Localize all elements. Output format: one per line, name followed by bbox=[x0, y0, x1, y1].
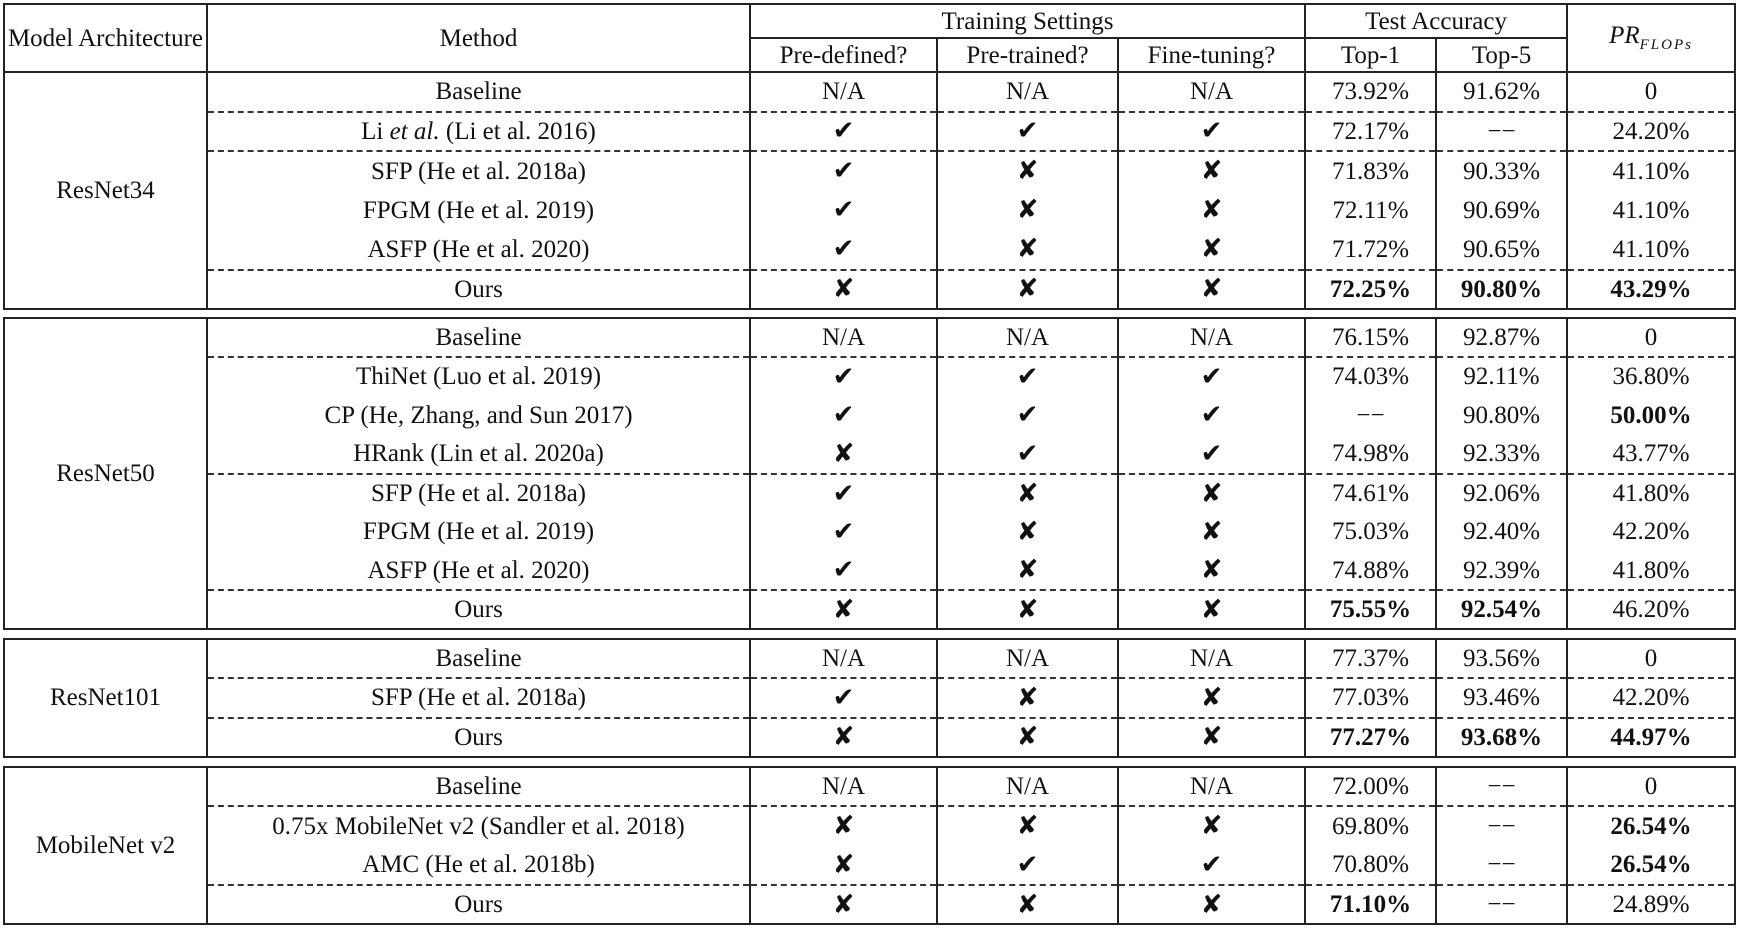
table-row bbox=[4, 846, 1735, 885]
top1-cell: 71.10% bbox=[1305, 885, 1436, 924]
pre-trained-cell bbox=[937, 718, 1118, 757]
cross-icon: ✘ bbox=[832, 811, 855, 842]
pr-cell: 36.80% bbox=[1567, 357, 1735, 396]
pre-trained-cell bbox=[937, 435, 1118, 474]
cross-icon: ✘ bbox=[832, 438, 855, 469]
method-cell bbox=[207, 846, 750, 885]
table-row bbox=[4, 191, 1735, 231]
check-icon: ✔ bbox=[1016, 400, 1039, 431]
model-architecture-cell: ResNet101 bbox=[4, 639, 207, 757]
pr-cell: 44.97% bbox=[1567, 718, 1735, 757]
top5-cell: 93.46% bbox=[1436, 678, 1567, 717]
method-text: CP (He, Zhang, and Sun 2017) bbox=[324, 401, 633, 429]
cross-icon: ✘ bbox=[1016, 889, 1039, 920]
pre-trained-cell bbox=[937, 230, 1118, 270]
pre-defined-cell bbox=[750, 846, 937, 885]
cross-icon: ✘ bbox=[832, 274, 855, 305]
top5-cell: 90.80% bbox=[1436, 270, 1567, 310]
fine-tuning-cell bbox=[1118, 230, 1305, 270]
method-text: FPGM (He et al. 2019) bbox=[362, 518, 595, 546]
table-row bbox=[4, 885, 1735, 924]
top5-cell: 92.87% bbox=[1436, 318, 1567, 357]
method-text: AMC (He et al. 2018b) bbox=[362, 851, 595, 879]
cross-icon: ✘ bbox=[1016, 516, 1039, 547]
top1-cell: 74.03% bbox=[1305, 357, 1436, 396]
top5-cell: 92.40% bbox=[1436, 512, 1567, 551]
method-cell bbox=[207, 885, 750, 924]
pre-defined-cell bbox=[750, 435, 937, 474]
top1-cell: 74.61% bbox=[1305, 474, 1436, 513]
top5-cell: 92.33% bbox=[1436, 435, 1567, 474]
method-text: Ours bbox=[454, 891, 503, 919]
pre-defined-cell bbox=[750, 357, 937, 396]
fine-tuning-cell bbox=[1118, 191, 1305, 231]
top1-cell: 74.98% bbox=[1305, 435, 1436, 474]
top5-cell: 93.68% bbox=[1436, 718, 1567, 757]
fine-tuning-cell bbox=[1118, 357, 1305, 396]
method-text: ASFP (He et al. 2020) bbox=[367, 235, 590, 263]
method-cell bbox=[207, 230, 750, 270]
pre-defined-cell bbox=[750, 590, 937, 629]
top1-cell: 73.92% bbox=[1305, 72, 1436, 112]
pre-defined-cell bbox=[750, 718, 937, 757]
pr-cell: 41.80% bbox=[1567, 474, 1735, 513]
top1-cell: 71.72% bbox=[1305, 230, 1436, 270]
method-cell bbox=[207, 474, 750, 513]
pre-defined-cell: N/A bbox=[750, 72, 937, 112]
table-row bbox=[4, 590, 1735, 629]
method-text: Li bbox=[361, 117, 390, 145]
pre-defined-cell bbox=[750, 512, 937, 551]
pr-cell: 26.54% bbox=[1567, 806, 1735, 845]
check-icon: ✔ bbox=[832, 516, 855, 547]
table-row bbox=[4, 396, 1735, 435]
pr-cell: 46.20% bbox=[1567, 590, 1735, 629]
header-fine-tuning: Fine-tuning? bbox=[1118, 38, 1305, 72]
top1-cell: 70.80% bbox=[1305, 846, 1436, 885]
fine-tuning-cell bbox=[1118, 718, 1305, 757]
method-cell bbox=[207, 191, 750, 231]
table-row bbox=[4, 767, 1735, 806]
pre-trained-cell bbox=[937, 357, 1118, 396]
table-row bbox=[4, 151, 1735, 191]
cross-icon: ✘ bbox=[1016, 594, 1039, 625]
pr-cell: 41.80% bbox=[1567, 551, 1735, 590]
pr-cell: 0 bbox=[1567, 639, 1735, 678]
check-icon: ✔ bbox=[832, 400, 855, 431]
method-text: Ours bbox=[454, 275, 503, 303]
top1-cell: 72.25% bbox=[1305, 270, 1436, 310]
fine-tuning-cell: N/A bbox=[1118, 767, 1305, 806]
table-row bbox=[4, 678, 1735, 717]
check-icon: ✔ bbox=[1200, 400, 1223, 431]
top1-cell: 72.11% bbox=[1305, 191, 1436, 231]
method-text: et al. bbox=[389, 117, 440, 145]
method-text: Ours bbox=[454, 723, 503, 751]
pr-cell: 41.10% bbox=[1567, 230, 1735, 270]
table-row bbox=[4, 551, 1735, 590]
cross-icon: ✘ bbox=[1200, 811, 1223, 842]
table-row bbox=[4, 718, 1735, 757]
cross-icon: ✘ bbox=[832, 849, 855, 880]
pr-cell: 42.20% bbox=[1567, 512, 1735, 551]
pre-trained-cell bbox=[937, 191, 1118, 231]
table-row bbox=[4, 474, 1735, 513]
fine-tuning-cell bbox=[1118, 112, 1305, 152]
block-resnet50 bbox=[3, 317, 1736, 630]
top1-cell: 75.03% bbox=[1305, 512, 1436, 551]
check-icon: ✔ bbox=[832, 156, 855, 187]
pre-trained-cell bbox=[937, 112, 1118, 152]
header-top5: Top-5 bbox=[1436, 38, 1567, 72]
check-icon: ✔ bbox=[832, 555, 855, 586]
table-row bbox=[4, 357, 1735, 396]
top1-cell: 77.27% bbox=[1305, 718, 1436, 757]
pre-defined-cell: N/A bbox=[750, 318, 937, 357]
pre-defined-cell bbox=[750, 151, 937, 191]
top1-cell: −− bbox=[1305, 396, 1436, 435]
method-cell bbox=[207, 806, 750, 845]
check-icon: ✔ bbox=[832, 116, 855, 147]
pre-defined-cell bbox=[750, 885, 937, 924]
model-architecture-cell: ResNet50 bbox=[4, 318, 207, 629]
pre-defined-cell bbox=[750, 270, 937, 310]
check-icon: ✔ bbox=[1200, 116, 1223, 147]
fine-tuning-cell bbox=[1118, 474, 1305, 513]
top5-cell: 90.69% bbox=[1436, 191, 1567, 231]
pre-trained-cell bbox=[937, 678, 1118, 717]
cross-icon: ✘ bbox=[1200, 478, 1223, 509]
check-icon: ✔ bbox=[1016, 438, 1039, 469]
method-cell bbox=[207, 151, 750, 191]
pr-cell: 0 bbox=[1567, 318, 1735, 357]
pre-trained-cell: N/A bbox=[937, 72, 1118, 112]
top5-cell: 91.62% bbox=[1436, 72, 1567, 112]
pre-defined-cell bbox=[750, 230, 937, 270]
pre-defined-cell bbox=[750, 551, 937, 590]
check-icon: ✔ bbox=[832, 361, 855, 392]
model-architecture-cell: MobileNet v2 bbox=[4, 767, 207, 924]
top1-cell: 76.15% bbox=[1305, 318, 1436, 357]
method-cell bbox=[207, 112, 750, 152]
pre-trained-cell bbox=[937, 590, 1118, 629]
fine-tuning-cell bbox=[1118, 678, 1305, 717]
method-cell bbox=[207, 512, 750, 551]
check-icon: ✔ bbox=[832, 682, 855, 713]
fine-tuning-cell bbox=[1118, 270, 1305, 310]
table-row bbox=[4, 318, 1735, 357]
pre-defined-cell: N/A bbox=[750, 639, 937, 678]
method-text: Baseline bbox=[435, 773, 522, 801]
method-cell bbox=[207, 767, 750, 806]
top1-cell: 77.03% bbox=[1305, 678, 1436, 717]
header-test-accuracy: Test Accuracy bbox=[1305, 4, 1567, 38]
header-training-settings: Training Settings bbox=[750, 4, 1305, 38]
pr-cell: 24.89% bbox=[1567, 885, 1735, 924]
header-model-architecture: Model Architecture bbox=[4, 4, 207, 72]
cross-icon: ✘ bbox=[1200, 682, 1223, 713]
cross-icon: ✘ bbox=[1200, 889, 1223, 920]
model-architecture-cell: ResNet34 bbox=[4, 72, 207, 309]
method-cell bbox=[207, 678, 750, 717]
pr-cell: 42.20% bbox=[1567, 678, 1735, 717]
check-icon: ✔ bbox=[1200, 849, 1223, 880]
check-icon: ✔ bbox=[1200, 361, 1223, 392]
pr-cell: 0 bbox=[1567, 767, 1735, 806]
cross-icon: ✘ bbox=[832, 889, 855, 920]
method-text: SFP (He et al. 2018a) bbox=[370, 480, 586, 507]
fine-tuning-cell: N/A bbox=[1118, 318, 1305, 357]
top1-cell: 77.37% bbox=[1305, 639, 1436, 678]
method-text: ThiNet (Luo et al. 2019) bbox=[355, 363, 602, 391]
table-row bbox=[4, 639, 1735, 678]
method-cell bbox=[207, 72, 750, 112]
method-text: HRank (Lin et al. 2020a) bbox=[353, 440, 604, 468]
table-row bbox=[4, 72, 1735, 112]
fine-tuning-cell bbox=[1118, 590, 1305, 629]
top5-cell: 90.65% bbox=[1436, 230, 1567, 270]
pr-subscript: FLOPs bbox=[1639, 37, 1693, 53]
method-cell bbox=[207, 357, 750, 396]
header-method: Method bbox=[207, 4, 750, 72]
pre-defined-cell bbox=[750, 806, 937, 845]
table-row bbox=[4, 270, 1735, 310]
method-cell bbox=[207, 590, 750, 629]
fine-tuning-cell bbox=[1118, 396, 1305, 435]
pr-cell: 26.54% bbox=[1567, 846, 1735, 885]
check-icon: ✔ bbox=[1016, 116, 1039, 147]
method-text: (Li et al. 2016) bbox=[439, 117, 596, 145]
top5-cell: −− bbox=[1436, 112, 1567, 152]
top5-cell: −− bbox=[1436, 885, 1567, 924]
cross-icon: ✘ bbox=[1200, 516, 1223, 547]
pre-trained-cell bbox=[937, 885, 1118, 924]
pre-trained-cell: N/A bbox=[937, 767, 1118, 806]
method-text: FPGM (He et al. 2019) bbox=[362, 196, 595, 224]
pre-defined-cell bbox=[750, 112, 937, 152]
check-icon: ✔ bbox=[832, 234, 855, 265]
block-resnet101 bbox=[3, 638, 1736, 758]
cross-icon: ✘ bbox=[1200, 555, 1223, 586]
pr-cell: 0 bbox=[1567, 72, 1735, 112]
header-pr-flops bbox=[1567, 4, 1735, 72]
cross-icon: ✘ bbox=[1200, 156, 1223, 187]
method-text: Baseline bbox=[435, 323, 522, 351]
top5-cell: −− bbox=[1436, 767, 1567, 806]
method-cell bbox=[207, 718, 750, 757]
cross-icon: ✘ bbox=[1016, 195, 1039, 226]
pre-defined-cell bbox=[750, 191, 937, 231]
cross-icon: ✘ bbox=[1200, 594, 1223, 625]
method-text: Baseline bbox=[435, 78, 522, 106]
top1-cell: 72.17% bbox=[1305, 112, 1436, 152]
fine-tuning-cell bbox=[1118, 512, 1305, 551]
pre-defined-cell bbox=[750, 396, 937, 435]
pre-trained-cell bbox=[937, 151, 1118, 191]
table-row bbox=[4, 230, 1735, 270]
fine-tuning-cell bbox=[1118, 885, 1305, 924]
cross-icon: ✘ bbox=[1200, 274, 1223, 305]
top5-cell: 90.33% bbox=[1436, 151, 1567, 191]
method-text: SFP (He et al. 2018a) bbox=[370, 684, 586, 712]
fine-tuning-cell: N/A bbox=[1118, 639, 1305, 678]
table-row bbox=[4, 435, 1735, 474]
top5-cell: −− bbox=[1436, 806, 1567, 845]
cross-icon: ✘ bbox=[1016, 234, 1039, 265]
check-icon: ✔ bbox=[1016, 849, 1039, 880]
top5-cell: −− bbox=[1436, 846, 1567, 885]
table-row bbox=[4, 806, 1735, 845]
top1-cell: 75.55% bbox=[1305, 590, 1436, 629]
cross-icon: ✘ bbox=[1016, 722, 1039, 753]
pre-trained-cell bbox=[937, 512, 1118, 551]
pr-label: PR bbox=[1609, 22, 1640, 49]
block-resnet34 bbox=[3, 3, 1736, 310]
check-icon: ✔ bbox=[832, 478, 855, 509]
fine-tuning-cell bbox=[1118, 806, 1305, 845]
method-text: SFP (He et al. 2018a) bbox=[370, 157, 586, 185]
method-text: Ours bbox=[454, 596, 503, 624]
method-cell bbox=[207, 639, 750, 678]
cross-icon: ✘ bbox=[1016, 682, 1039, 713]
header-top1: Top-1 bbox=[1305, 38, 1436, 72]
top5-cell: 92.54% bbox=[1436, 590, 1567, 629]
header-pre-trained: Pre-trained? bbox=[937, 38, 1118, 72]
cross-icon: ✘ bbox=[832, 722, 855, 753]
top1-cell: 69.80% bbox=[1305, 806, 1436, 845]
cross-icon: ✘ bbox=[1016, 156, 1039, 187]
pre-trained-cell: N/A bbox=[937, 318, 1118, 357]
pr-cell: 50.00% bbox=[1567, 396, 1735, 435]
pre-trained-cell: N/A bbox=[937, 639, 1118, 678]
pre-defined-cell: N/A bbox=[750, 767, 937, 806]
top5-cell: 92.11% bbox=[1436, 357, 1567, 396]
method-text: ASFP (He et al. 2020) bbox=[367, 556, 590, 584]
fine-tuning-cell bbox=[1118, 435, 1305, 474]
cross-icon: ✘ bbox=[1200, 234, 1223, 265]
pr-cell: 41.10% bbox=[1567, 151, 1735, 191]
method-cell bbox=[207, 270, 750, 310]
table-row bbox=[4, 512, 1735, 551]
fine-tuning-cell: N/A bbox=[1118, 72, 1305, 112]
pr-cell: 41.10% bbox=[1567, 191, 1735, 231]
method-text: Baseline bbox=[435, 645, 522, 673]
top1-cell: 74.88% bbox=[1305, 551, 1436, 590]
pre-trained-cell bbox=[937, 806, 1118, 845]
cross-icon: ✘ bbox=[1016, 274, 1039, 305]
pre-trained-cell bbox=[937, 396, 1118, 435]
pr-cell: 43.77% bbox=[1567, 435, 1735, 474]
top5-cell: 90.80% bbox=[1436, 396, 1567, 435]
method-text: 0.75x MobileNet v2 (Sandler et al. 2018) bbox=[272, 812, 685, 840]
pr-cell: 24.20% bbox=[1567, 112, 1735, 152]
top1-cell: 71.83% bbox=[1305, 151, 1436, 191]
cross-icon: ✘ bbox=[832, 594, 855, 625]
table-row bbox=[4, 112, 1735, 152]
method-cell bbox=[207, 551, 750, 590]
pre-trained-cell bbox=[937, 846, 1118, 885]
pre-trained-cell bbox=[937, 474, 1118, 513]
top1-cell: 72.00% bbox=[1305, 767, 1436, 806]
cross-icon: ✘ bbox=[1200, 722, 1223, 753]
top5-cell: 92.39% bbox=[1436, 551, 1567, 590]
cross-icon: ✘ bbox=[1016, 555, 1039, 586]
top5-cell: 93.56% bbox=[1436, 639, 1567, 678]
pre-trained-cell bbox=[937, 270, 1118, 310]
fine-tuning-cell bbox=[1118, 551, 1305, 590]
check-icon: ✔ bbox=[1200, 438, 1223, 469]
fine-tuning-cell bbox=[1118, 151, 1305, 191]
method-cell bbox=[207, 396, 750, 435]
cross-icon: ✘ bbox=[1200, 195, 1223, 226]
pre-trained-cell bbox=[937, 551, 1118, 590]
fine-tuning-cell bbox=[1118, 846, 1305, 885]
cross-icon: ✘ bbox=[1016, 478, 1039, 509]
pre-defined-cell bbox=[750, 678, 937, 717]
check-icon: ✔ bbox=[832, 195, 855, 226]
pr-cell: 43.29% bbox=[1567, 270, 1735, 310]
method-cell bbox=[207, 318, 750, 357]
cross-icon: ✘ bbox=[1016, 811, 1039, 842]
method-cell bbox=[207, 435, 750, 474]
header-pre-defined: Pre-defined? bbox=[750, 38, 937, 72]
block-mobilenet-v2 bbox=[3, 766, 1736, 925]
check-icon: ✔ bbox=[1016, 361, 1039, 392]
pre-defined-cell bbox=[750, 474, 937, 513]
top5-cell: 92.06% bbox=[1436, 474, 1567, 513]
